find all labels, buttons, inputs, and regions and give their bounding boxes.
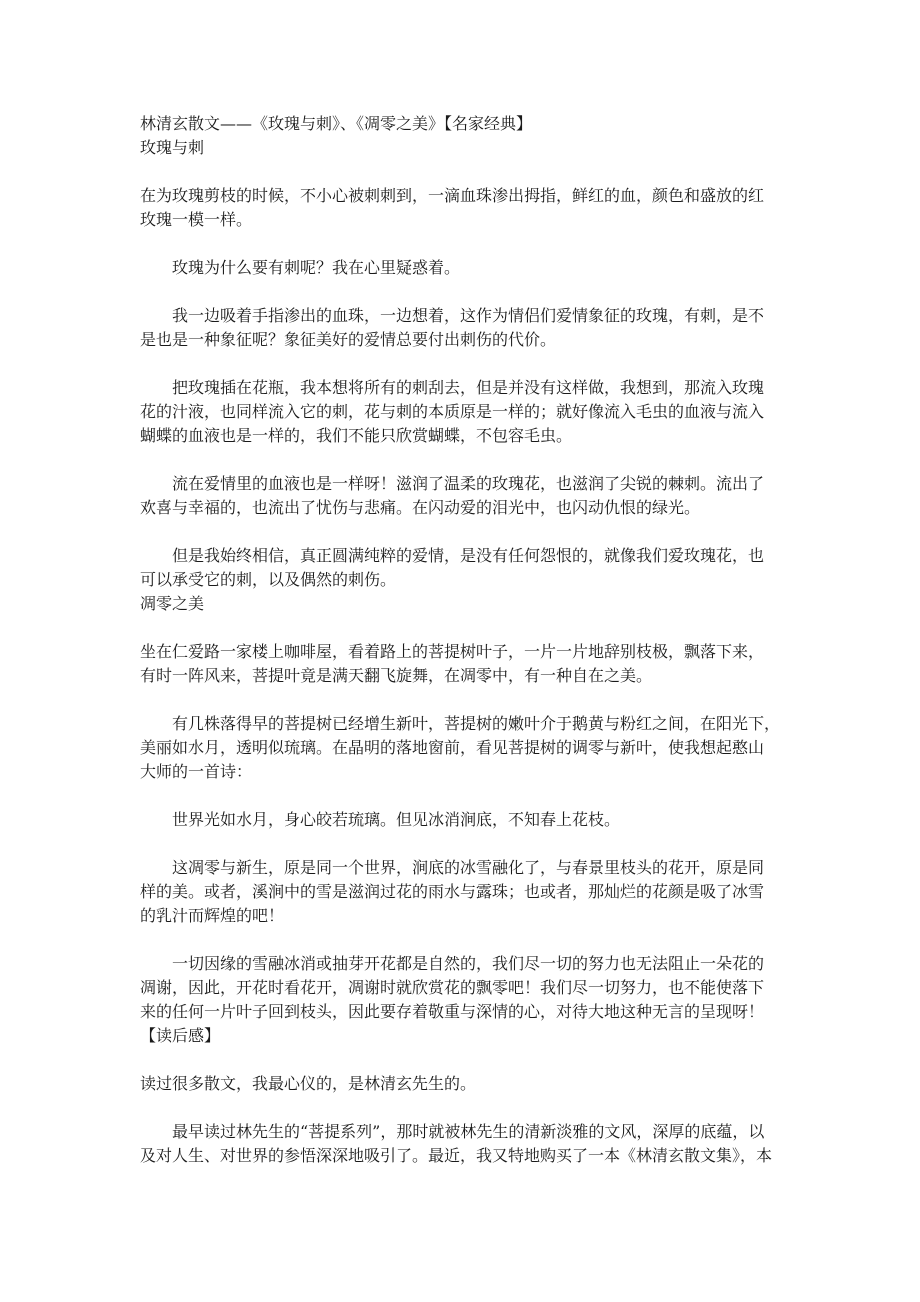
rose-paragraph-2 — [140, 256, 782, 280]
text-line: 有几株落得早的菩提树已经增生新叶，菩提树的嫩叶介于鹅黄与粉红之间，在阳光下， — [172, 714, 781, 733]
rose-paragraph-6 — [140, 544, 782, 568]
text-line: 花的汁液，也同样流入它的刺，花与刺的本质原是一样的；就好像流入毛虫的血液与流入 — [140, 402, 765, 421]
text-line: 这凋零与新生，原是同一个世界，涧底的冰雪融化了，与春景里枝头的花开，原是同 — [172, 858, 765, 877]
review-paragraph-2 — [140, 1120, 782, 1144]
text-line: 的乳汁而辉煌的吧！ — [140, 906, 285, 925]
rose-paragraph-3-cont — [140, 328, 782, 352]
text-line: 美丽如水月，透明似琉璃。在晶明的落地窗前，看见菩提树的调零与新叶，使我想起憨山 — [140, 738, 765, 757]
rose-paragraph-3 — [140, 304, 782, 328]
text-line: 欢喜与幸福的，也流出了忧伤与悲痛。在闪动爱的泪光中，也闪动仇恨的绿光。 — [140, 498, 701, 517]
text-line: 一切因缘的雪融冰消或抽芽开花都是自然的，我们尽一切的努力也无法阻止一朵花的 — [172, 954, 765, 973]
wither-paragraph-2-cont — [140, 736, 782, 784]
wither-paragraph-5 — [140, 952, 782, 976]
document-title: 林清玄散文——《玫瑰与刺》、《凋零之美》【名家经典】 — [140, 114, 533, 133]
wither-paragraph-5-cont — [140, 976, 782, 1024]
text-line: 及对人生、对世界的参悟深深地吸引了。最近，我又特地购买了一本《林清玄散文集》，本 — [140, 1146, 773, 1165]
wither-paragraph-4 — [140, 856, 782, 880]
wither-paragraph-1 — [140, 640, 782, 688]
section-title-wither: 凋零之美 — [140, 594, 205, 613]
rose-paragraph-1 — [140, 184, 782, 232]
rose-paragraph-4-cont — [140, 400, 782, 448]
text-line: 读过很多散文，我最心仪的，是林清玄先生的。 — [140, 1074, 477, 1093]
text-line: 玫瑰为什么要有刺呢？我在心里疑惑着。 — [172, 258, 461, 277]
rose-paragraph-6-cont — [140, 568, 782, 592]
text-line: 但是我始终相信，真正圆满纯粹的爱情，是没有任何怨恨的，就像我们爱玫瑰花，也 — [172, 546, 765, 565]
wither-paragraph-3-poem — [140, 808, 782, 832]
text-line: 把玫瑰插在花瓶，我本想将所有的刺刮去，但是并没有这样做，我想到，那流入玫瑰 — [172, 378, 765, 397]
rose-paragraph-5-cont — [140, 496, 782, 520]
text-line: 玫瑰一模一样。 — [140, 210, 253, 229]
text-line: 有时一阵风来，菩提叶竟是满天翻飞旋舞，在凋零中，有一种自在之美。 — [140, 666, 653, 685]
rose-paragraph-4 — [140, 376, 782, 400]
text-line: 大师的一首诗： — [140, 762, 253, 781]
wither-paragraph-2 — [140, 712, 782, 736]
text-line: 可以承受它的刺，以及偶然的刺伤。 — [140, 570, 397, 589]
text-line: 我一边吸着手指渗出的血珠，一边想着，这作为情侣们爱情象征的玫瑰，有刺，是不 — [172, 306, 765, 325]
text-line: 坐在仁爱路一家楼上咖啡屋，看着路上的菩提树叶子，一片一片地辞别枝极，飘落下来， — [140, 642, 765, 661]
review-paragraph-2-cont — [140, 1144, 782, 1168]
text-line: 最早读过林先生的“菩提系列”，那时就被林先生的清新淡雅的文风，深厚的底蕴，以 — [172, 1122, 765, 1141]
wither-paragraph-4-cont — [140, 880, 782, 928]
text-line: 在为玫瑰剪枝的时候，不小心被刺刺到，一滴血珠渗出拇指，鲜红的血，颜色和盛放的红 — [140, 186, 765, 205]
text-line: 来的任何一片叶子回到枝头，因此要存着敬重与深情的心，对待大地这种无言的呈现呀！ — [140, 1002, 765, 1021]
text-line: 世界光如水月，身心皎若琉璃。但见冰消涧底，不知春上花枝。 — [172, 810, 621, 829]
section-title-review: 【读后感】 — [140, 1026, 221, 1045]
text-line: 蝴蝶的血液也是一样的，我们不能只欣赏蝴蝶，不包容毛虫。 — [140, 426, 573, 445]
text-line: 样的美。或者，溪涧中的雪是滋润过花的雨水与露珠；也或者，那灿烂的花颜是吸了冰雪 — [140, 882, 765, 901]
rose-paragraph-5 — [140, 472, 782, 496]
text-line: 凋谢，因此，开花时看花开，凋谢时就欣赏花的飘零吧！我们尽一切努力，也不能使落下 — [140, 978, 765, 997]
document-page — [140, 112, 782, 1168]
section-title-rose: 玫瑰与刺 — [140, 138, 205, 157]
text-line: 流在爱情里的血液也是一样呀！滋润了温柔的玫瑰花，也滋润了尖锐的棘刺。流出了 — [172, 474, 765, 493]
review-paragraph-1 — [140, 1072, 782, 1096]
text-line: 是也是一种象征呢？象征美好的爱情总要付出刺伤的代价。 — [140, 330, 557, 349]
